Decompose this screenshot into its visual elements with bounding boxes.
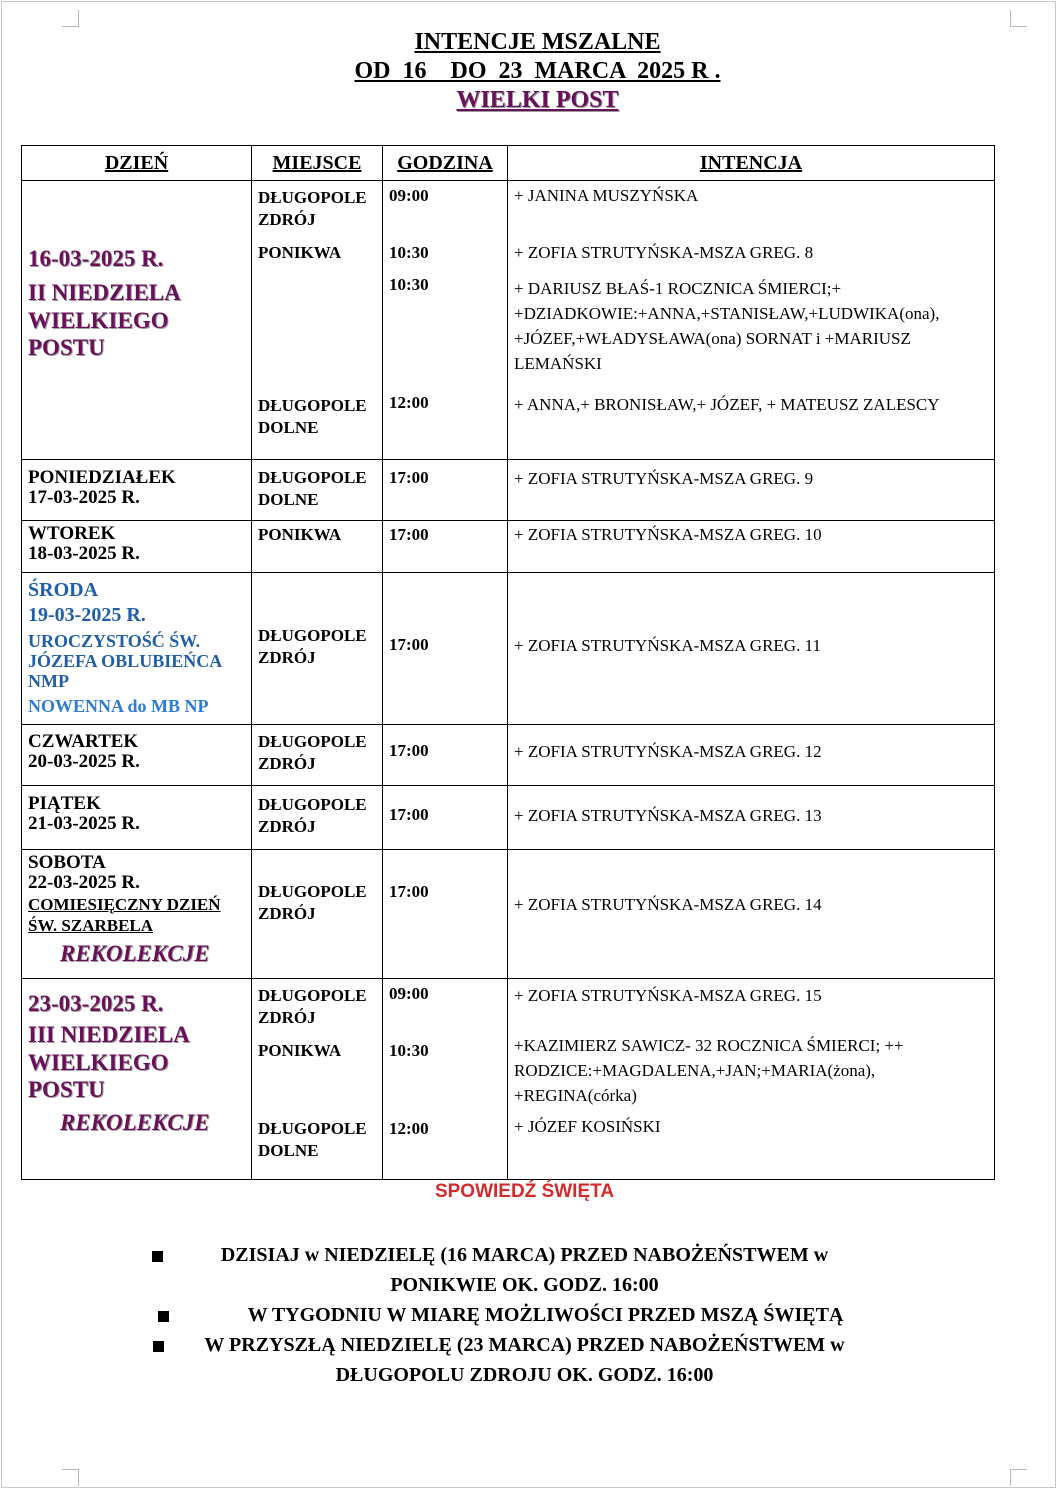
hour-text: 12:00 <box>389 393 429 412</box>
place-text: DŁUGOPOLE ZDRÓJ <box>258 188 367 229</box>
crop-mark-top-left <box>62 10 79 27</box>
crop-mark-bottom-left <box>62 1469 79 1486</box>
day-name: WTOREK <box>28 523 116 544</box>
day-cell <box>22 181 251 459</box>
hour-text: 17:00 <box>389 741 429 760</box>
place-cell <box>252 979 382 1179</box>
place-text: DŁUGOPOLE ZDRÓJ <box>258 986 367 1027</box>
mass-intentions-table <box>21 145 995 1180</box>
place-cell <box>252 850 382 978</box>
place-cell <box>252 573 382 724</box>
hour-cell <box>383 181 507 459</box>
hour-text: 17:00 <box>389 805 429 824</box>
hour-cell <box>383 979 507 1179</box>
intention-cell <box>508 850 994 978</box>
square-bullet-icon <box>158 1311 169 1322</box>
place-text: DŁUGOPOLE ZDRÓJ <box>258 626 367 667</box>
place-cell <box>252 725 382 785</box>
hour-text: 09:00 <box>389 984 429 1003</box>
hour-text: 12:00 <box>389 1119 429 1138</box>
hour-text: 17:00 <box>389 468 429 487</box>
day-name: SOBOTA <box>28 852 106 873</box>
table-row <box>22 786 995 850</box>
day-cell <box>22 521 251 572</box>
list-item-text: DZISIAJ w NIEDZIELĘ (16 MARCA) PRZED NABOŻEŃSTWEM w PONIKWIE OK. GODZ. 16:00 <box>220 1244 829 1296</box>
day-name-line: POSTU <box>28 1077 105 1102</box>
intention-text: + ZOFIA STRUTYŃSKA-MSZA GREG. 11 <box>514 636 821 655</box>
intention-cell <box>508 521 994 572</box>
day-date: 19-03-2025 R. <box>28 604 146 626</box>
list-item <box>175 1240 875 1300</box>
day-cell <box>22 786 251 849</box>
monthly-note: COMIESIĘCZNY DZIEŃ ŚW. SZARBELA <box>28 895 221 935</box>
intention-cell <box>508 573 994 724</box>
day-date: 17-03-2025 R. <box>28 487 140 508</box>
day-date: 22-03-2025 R. <box>28 872 140 893</box>
hour-cell <box>383 460 507 520</box>
intention-text: + ANNA,+ BRONISŁAW,+ JÓZEF, + MATEUSZ ZALESCY <box>514 395 940 414</box>
liturgical-season: WIELKI POST <box>456 87 619 113</box>
day-name: CZWARTEK <box>28 731 139 752</box>
hour-text: 10:30 <box>389 1041 429 1060</box>
day-name: PIĄTEK <box>28 793 101 814</box>
retreat-label: REKOLEKCJE <box>60 941 210 966</box>
intention-text: + ZOFIA STRUTYŃSKA-MSZA GREG. 13 <box>514 806 822 825</box>
table-row <box>22 725 995 786</box>
place-cell <box>252 460 382 520</box>
place-text: DŁUGOPOLE ZDRÓJ <box>258 882 367 923</box>
day-date: 20-03-2025 R. <box>28 751 140 772</box>
day-name-line: POSTU <box>28 335 105 360</box>
table-row <box>22 850 995 979</box>
day-cell <box>22 850 251 978</box>
hour-text: 17:00 <box>389 882 429 901</box>
day-name-line: III NIEDZIELA <box>28 1022 190 1047</box>
intention-cell <box>508 786 994 849</box>
hour-text: 09:00 <box>389 186 429 205</box>
day-cell <box>22 460 251 520</box>
square-bullet-icon <box>153 1341 164 1352</box>
date-range: OD 16 DO 23 MARCA 2025 R . <box>354 58 721 84</box>
day-cell <box>22 573 251 724</box>
intention-text: + ZOFIA STRUTYŃSKA-MSZA GREG. 12 <box>514 742 822 761</box>
crop-mark-top-right <box>1010 10 1027 27</box>
day-name-line: WIELKIEGO <box>28 1050 169 1075</box>
day-date: 18-03-2025 R. <box>28 543 140 564</box>
column-header-day: DZIEŃ <box>22 146 252 181</box>
hour-text: 17:00 <box>389 525 429 544</box>
confession-title: SPOWIEDŹ ŚWIĘTA <box>434 1181 615 1202</box>
square-bullet-icon <box>152 1251 163 1262</box>
list-item-text: W PRZYSZŁĄ NIEDZIELĘ (23 MARCA) PRZED NABOŻEŃSTWEM w DŁUGOPOLU ZDROJU OK. GODZ. 16:00 <box>204 1334 845 1386</box>
day-cell <box>22 979 251 1179</box>
day-name-line: II NIEDZIELA <box>28 280 181 305</box>
crop-mark-bottom-right <box>1010 1469 1027 1486</box>
table-row <box>22 521 995 573</box>
table-row <box>22 979 995 1180</box>
intention-text: + ZOFIA STRUTYŃSKA-MSZA GREG. 10 <box>514 525 822 544</box>
hour-cell <box>383 725 507 785</box>
intention-cell <box>508 181 994 459</box>
novena-note: NOWENNA do MB NP <box>28 696 209 716</box>
intention-text: + JANINA MUSZYŃSKA <box>514 186 699 205</box>
table-header-row <box>22 146 995 181</box>
retreat-label: REKOLEKCJE <box>60 1110 210 1135</box>
intention-text: +KAZIMIERZ SAWICZ- 32 ROCZNICA ŚMIERCI; ++ RODZICE:+MAGDALENA,+JAN;+MARIA(żona), +REGINA(córka) <box>514 1036 904 1105</box>
place-cell <box>252 521 382 572</box>
table-row <box>22 573 995 725</box>
day-date: 16-03-2025 R. <box>28 246 164 271</box>
place-text: PONIKWA <box>258 243 342 262</box>
hour-text: 17:00 <box>389 635 429 654</box>
intention-cell <box>508 725 994 785</box>
place-text: DŁUGOPOLE ZDRÓJ <box>258 795 367 836</box>
day-date: 23-03-2025 R. <box>28 991 164 1016</box>
place-cell <box>252 181 382 459</box>
list-item-text: W TYGODNIU W MIARĘ MOŻLIWOŚCI PRZED MSZĄ ŚWIĘTĄ <box>247 1304 844 1326</box>
place-text: DŁUGOPOLE DOLNE <box>258 468 367 509</box>
place-text: PONIKWA <box>258 1041 342 1060</box>
list-item <box>175 1300 875 1330</box>
day-name: ŚRODA <box>28 579 99 601</box>
day-name-line: WIELKIEGO <box>28 308 169 333</box>
column-header-hour: GODZINA <box>383 146 508 181</box>
place-cell <box>252 786 382 849</box>
intention-text: + ZOFIA STRUTYŃSKA-MSZA GREG. 8 <box>514 243 814 262</box>
document-header <box>0 28 1059 115</box>
place-text: DŁUGOPOLE DOLNE <box>258 396 367 437</box>
table-row <box>22 181 995 460</box>
column-header-intention: INTENCJA <box>508 146 995 181</box>
list-item <box>175 1330 875 1390</box>
intention-text: + JÓZEF KOSIŃSKI <box>514 1117 661 1136</box>
hour-cell <box>383 786 507 849</box>
intention-text: + DARIUSZ BŁAŚ-1 ROCZNICA ŚMIERCI;+ +DZIADKOWIE:+ANNA,+STANISŁAW,+LUDWIKA(ona), +JÓZEF,+WŁADYSŁAWA(ona) SORNAT i +MARIUSZ LEMAŃSKI <box>514 279 940 373</box>
intention-cell <box>508 460 994 520</box>
place-text: PONIKWA <box>258 525 342 544</box>
table-row <box>22 460 995 521</box>
document-title: INTENCJE MSZALNE <box>414 29 661 55</box>
hour-text: 10:30 <box>389 275 429 294</box>
place-text: DŁUGOPOLE ZDRÓJ <box>258 732 367 773</box>
intention-text: + ZOFIA STRUTYŃSKA-MSZA GREG. 14 <box>514 895 822 914</box>
feast-name: UROCZYSTOŚĆ ŚW. JÓZEFA OBLUBIEŃCA NMP <box>28 631 222 691</box>
intention-text: + ZOFIA STRUTYŃSKA-MSZA GREG. 15 <box>514 986 822 1005</box>
intention-cell <box>508 979 994 1179</box>
hour-cell <box>383 573 507 724</box>
confession-list <box>0 1240 1049 1390</box>
day-cell <box>22 725 251 785</box>
hour-text: 10:30 <box>389 243 429 262</box>
place-text: DŁUGOPOLE DOLNE <box>258 1119 367 1160</box>
day-date: 21-03-2025 R. <box>28 813 140 834</box>
day-name: PONIEDZIAŁEK <box>28 467 176 488</box>
intention-text: + ZOFIA STRUTYŃSKA-MSZA GREG. 9 <box>514 469 814 488</box>
hour-cell <box>383 850 507 978</box>
hour-cell <box>383 521 507 572</box>
column-header-place: MIEJSCE <box>252 146 383 181</box>
